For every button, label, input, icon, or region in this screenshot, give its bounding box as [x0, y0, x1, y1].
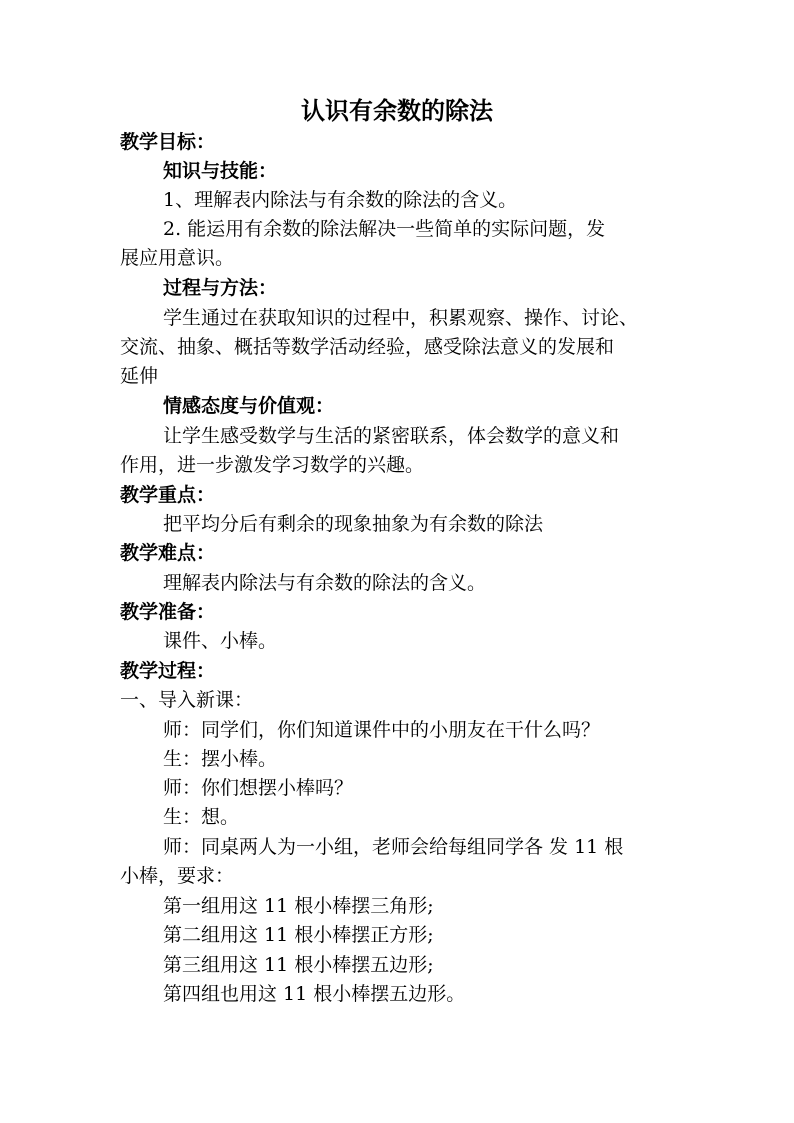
paragraph-line: 课件、小棒。 [163, 630, 278, 652]
paragraph-line: 1、理解表内除法与有余数的除法的含义。 [163, 189, 518, 211]
paragraph-line: 让学生感受数学与生活的紧密联系，体会数学的意义和 [163, 425, 620, 447]
paragraph-line: 理解表内除法与有余数的除法的含义。 [163, 572, 487, 594]
document-title: 认识有余数的除法 [301, 96, 493, 125]
heading-key-points: 教学重点： [120, 484, 216, 506]
paragraph-line: 师：你们想摆小棒吗？ [163, 777, 354, 799]
paragraph-line: 师：同桌两人为一小组，老师会给每组同学各 发 11 根 [163, 836, 624, 858]
paragraph-line: 生：想。 [163, 806, 240, 828]
paragraph-line: 作用，进一步激发学习数学的兴趣。 [120, 454, 425, 476]
subheading-attitude-values: 情感态度与价值观： [163, 395, 335, 417]
paragraph-line: 小棒，要求： [120, 865, 235, 887]
paragraph-line: 第一组用这 11 根小棒摆三角形; [163, 895, 434, 917]
paragraph-line: 展应用意识。 [120, 247, 235, 269]
paragraph-line: 第二组用这 11 根小棒摆正方形; [163, 924, 434, 946]
paragraph-line: 2. 能运用有余数的除法解决一些简单的实际问题，发 [163, 218, 606, 240]
heading-teaching-process: 教学过程： [120, 660, 216, 682]
paragraph-line: 学生通过在获取知识的过程中，积累观察、操作、讨论、 [163, 307, 639, 329]
heading-preparation: 教学准备： [120, 601, 216, 623]
paragraph-line: 延伸 [120, 365, 159, 387]
paragraph-line: 交流、抽象、概括等数学活动经验，感受除法意义的发展和 [120, 336, 615, 358]
heading-difficult-points: 教学难点： [120, 542, 216, 564]
subheading-process-method: 过程与方法： [163, 277, 278, 299]
paragraph-line: 把平均分后有剩余的现象抽象为有余数的除法 [163, 513, 544, 535]
heading-teaching-goals: 教学目标： [120, 131, 216, 153]
subheading-knowledge-skills: 知识与技能： [163, 160, 278, 182]
paragraph-line: 第四组也用这 11 根小棒摆五边形。 [163, 983, 466, 1005]
paragraph-line: 师：同学们，你们知道课件中的小朋友在干什么吗？ [163, 719, 601, 741]
paragraph-line: 生：摆小棒。 [163, 748, 278, 770]
paragraph-line: 第三组用这 11 根小棒摆五边形; [163, 954, 434, 976]
section-intro: 一、导入新课： [120, 689, 254, 711]
